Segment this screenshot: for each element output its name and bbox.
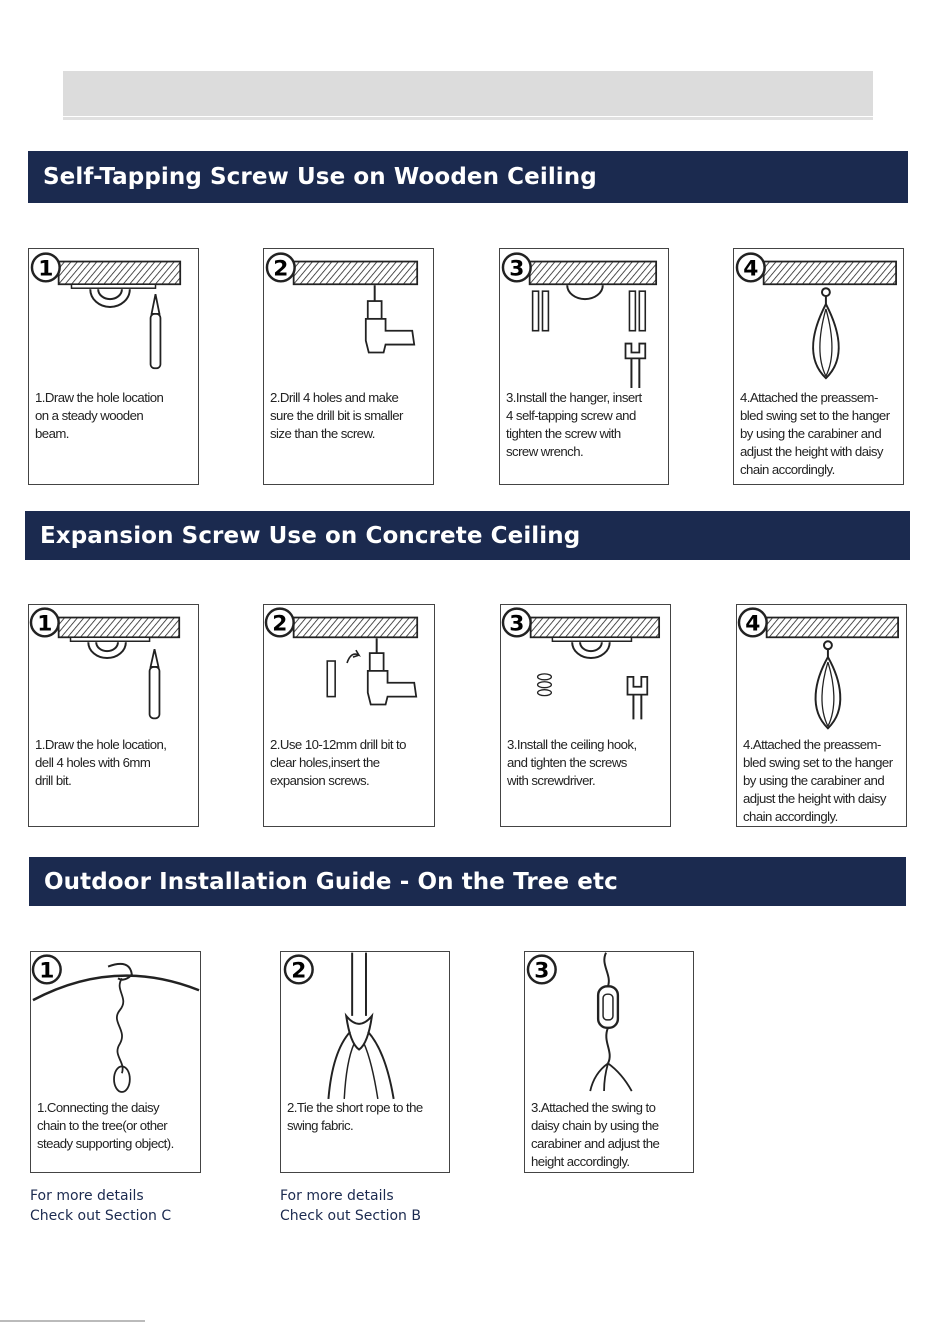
swing-hanging-illustration (734, 249, 903, 364)
step-card-concrete-2 (263, 604, 435, 827)
top-banner-placeholder (63, 71, 873, 116)
section-header-outdoor-tree (29, 857, 906, 906)
hanger-pencil-illustration (29, 605, 198, 720)
more-details-label: For more details (280, 1188, 394, 1204)
step-number-icon: 4 (745, 611, 761, 637)
hanger-pencil-illustration (29, 249, 198, 364)
step-card-wood-3 (499, 248, 669, 485)
more-details-section-c[interactable] (30, 1187, 171, 1226)
step-card-wood-4 (733, 248, 904, 485)
step-number-icon: 1 (37, 611, 53, 637)
section-title: Expansion Screw Use on Concrete Ceiling (40, 522, 581, 549)
step-text: 1.Connecting the daisy chain to the tree(or other steady supporting object). (37, 1100, 174, 1151)
step-text: 3.Install the hanger, insert 4 self-tapping screw and tighten the screw with screw wrench. (506, 390, 642, 459)
section-title: Outdoor Installation Guide - On the Tree etc (44, 868, 618, 895)
step-card-concrete-3 (500, 604, 671, 827)
step-card-concrete-1 (28, 604, 199, 827)
more-details-section-b[interactable] (280, 1187, 421, 1226)
step-number-icon: 2 (291, 958, 307, 984)
section-reference-link[interactable]: Check out Section B (280, 1207, 421, 1224)
step-card-tree-3 (524, 951, 694, 1173)
step-text: 1.Draw the hole location on a steady wooden beam. (35, 390, 164, 441)
step-card-wood-2 (263, 248, 434, 485)
step-text: 2.Tie the short rope to the swing fabric. (287, 1100, 423, 1133)
step-number-icon: 3 (534, 958, 550, 984)
drill-illustration (264, 249, 433, 364)
step-number-icon: 4 (743, 256, 759, 282)
step-text: 4.Attached the preassem- bled swing set to the hanger by using the carabiner and adjust the height with daisy chain accordingly. (743, 737, 893, 824)
step-text: 2.Drill 4 holes and make sure the drill bit is smaller size than the screw. (270, 390, 403, 441)
section-title: Self-Tapping Screw Use on Wooden Ceiling (43, 164, 597, 190)
step-text: 2.Use 10-12mm drill bit to clear holes,insert the expansion screws. (270, 737, 406, 788)
section-header-concrete-ceiling (25, 511, 910, 560)
step-card-tree-2 (280, 951, 450, 1173)
step-text: 3.Attached the swing to daisy chain by using the carabiner and adjust the height accordingly. (531, 1100, 660, 1169)
section-reference-link[interactable]: Check out Section C (30, 1207, 172, 1224)
ceiling-hook-wrench-illustration (501, 605, 670, 720)
step-number-icon: 1 (38, 256, 54, 282)
step-card-wood-1 (28, 248, 199, 485)
step-number-icon: 3 (509, 611, 525, 637)
bottom-edge-mark (0, 1320, 145, 1322)
step-number-icon: 2 (273, 256, 289, 282)
drill-expansion-illustration (264, 605, 434, 720)
step-text: 1.Draw the hole location, dell 4 holes with 6mm drill bit. (35, 737, 167, 788)
step-number-icon: 1 (39, 958, 55, 984)
swing-hanging-illustration (737, 605, 906, 720)
more-details-label: For more details (30, 1188, 144, 1204)
carabiner-swing-illustration (525, 952, 693, 1067)
screws-wrench-illustration (500, 249, 668, 364)
top-divider (63, 117, 873, 120)
rope-knot-illustration (281, 952, 449, 1067)
step-number-icon: 2 (272, 611, 288, 637)
step-card-tree-1 (30, 951, 201, 1173)
section-header-wooden-ceiling (28, 151, 908, 203)
step-number-icon: 3 (509, 256, 525, 282)
tree-daisy-chain-illustration (31, 952, 200, 1067)
step-text: 4.Attached the preassem- bled swing set to the hanger by using the carabiner and adjust the height with daisy chain accordingly. (740, 390, 890, 477)
step-card-concrete-4 (736, 604, 907, 827)
step-text: 3.Install the ceiling hook, and tighten the screws with screwdriver. (507, 737, 637, 788)
